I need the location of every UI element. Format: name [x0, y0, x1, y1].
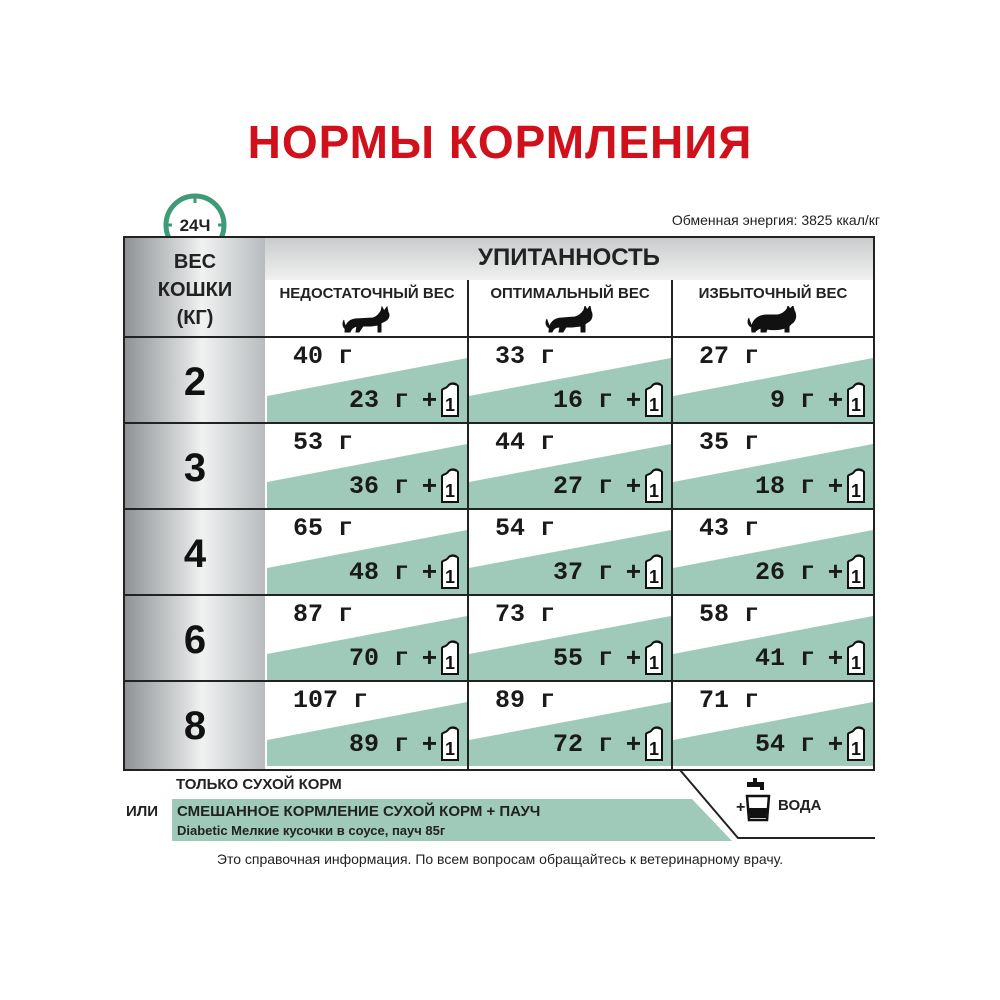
- body-condition-header: [265, 238, 873, 280]
- plus-sign: +: [421, 470, 437, 500]
- pouch-count: 1: [444, 653, 456, 673]
- mixed-dry-amount: 55 г: [552, 644, 613, 673]
- plus-sign: +: [827, 728, 843, 758]
- column-header-label: ИЗБЫТОЧНЫЙ ВЕС: [698, 285, 848, 302]
- dry-food-amount: 58 г: [699, 600, 760, 629]
- plus-sign: +: [625, 556, 641, 586]
- mixed-dry-amount: 72 г: [552, 730, 613, 759]
- dry-food-amount: 65 г: [293, 514, 354, 543]
- mixed-dry-amount: 41 г: [754, 644, 815, 673]
- legend-water: ВОДА: [778, 797, 822, 814]
- row-weight: 3: [183, 446, 207, 490]
- table-cell: [673, 424, 873, 510]
- pouch-icon: [439, 380, 461, 418]
- table-cell: [469, 338, 671, 424]
- pouch-count: 1: [648, 653, 660, 673]
- mixed-dry-amount: 9 г: [769, 386, 815, 415]
- mixed-dry-amount: 36 г: [348, 472, 409, 501]
- column-header-underweight: [267, 280, 467, 338]
- plus-sign: +: [421, 728, 437, 758]
- column-header-label: ОПТИМАЛЬНЫЙ ВЕС: [490, 285, 650, 302]
- plus-sign: +: [625, 728, 641, 758]
- page-title: НОРМЫ КОРМЛЕНИЯ: [247, 116, 753, 168]
- dry-food-amount: 71 г: [699, 686, 760, 715]
- feeding-table: [123, 236, 875, 771]
- plus-sign: +: [625, 642, 641, 672]
- pouch-count: 1: [850, 481, 862, 501]
- pouch-count: 1: [648, 739, 660, 759]
- dry-food-amount: 89 г: [495, 686, 556, 715]
- mixed-dry-amount: 70 г: [348, 644, 409, 673]
- table-cell: [267, 682, 467, 768]
- water-box: [678, 770, 875, 840]
- pouch-count: 1: [648, 567, 660, 587]
- mixed-dry-amount: 26 г: [754, 558, 815, 587]
- plus-sign: +: [827, 642, 843, 672]
- pouch-count: 1: [850, 653, 862, 673]
- pouch-count: 1: [850, 395, 862, 415]
- mixed-dry-amount: 48 г: [348, 558, 409, 587]
- pouch-count: 1: [444, 395, 456, 415]
- pouch-icon: [643, 638, 665, 676]
- legend-mixed-title: СМЕШАННОЕ КОРМЛЕНИЕ СУХОЙ КОРМ + ПАУЧ: [177, 803, 541, 820]
- table-cell: [673, 596, 873, 682]
- pouch-count: 1: [444, 739, 456, 759]
- table-row: [125, 338, 873, 424]
- plus-sign: +: [421, 556, 437, 586]
- plus-sign: +: [625, 470, 641, 500]
- plus-sign: +: [421, 384, 437, 414]
- pouch-count: 1: [648, 481, 660, 501]
- pouch-icon: [439, 466, 461, 504]
- table-row: [125, 510, 873, 596]
- pouch-icon: [439, 552, 461, 590]
- clock-label: 24Ч: [179, 216, 211, 235]
- plus-sign: +: [827, 470, 843, 500]
- plus-sign: +: [827, 384, 843, 414]
- table-row: [125, 682, 873, 768]
- table-cell: [267, 596, 467, 682]
- mixed-dry-amount: 27 г: [552, 472, 613, 501]
- pouch-count: 1: [444, 481, 456, 501]
- dry-food-amount: 53 г: [293, 428, 354, 457]
- table-row: [125, 596, 873, 682]
- pouch-count: 1: [850, 739, 862, 759]
- weight-header: [125, 248, 265, 332]
- row-weight: 6: [183, 618, 207, 662]
- plus-sign: +: [421, 642, 437, 672]
- mixed-dry-amount: 37 г: [552, 558, 613, 587]
- cat-normal-icon: [544, 306, 596, 334]
- water-plus: +: [736, 799, 746, 816]
- pouch-icon: [845, 466, 867, 504]
- table-cell: [673, 510, 873, 596]
- pouch-icon: [439, 724, 461, 762]
- legend-or: ИЛИ: [126, 803, 159, 820]
- dry-food-amount: 54 г: [495, 514, 556, 543]
- pouch-icon: [845, 724, 867, 762]
- table-cell: [673, 338, 873, 424]
- mixed-dry-amount: 16 г: [552, 386, 613, 415]
- row-weight: 2: [183, 360, 207, 404]
- dry-food-amount: 73 г: [495, 600, 556, 629]
- pouch-icon: [643, 552, 665, 590]
- dry-food-amount: 35 г: [699, 428, 760, 457]
- weight-header-line: КОШКИ: [157, 279, 233, 301]
- pouch-icon: [439, 638, 461, 676]
- mixed-dry-amount: 23 г: [348, 386, 409, 415]
- pouch-count: 1: [444, 567, 456, 587]
- table-cell: [673, 682, 873, 768]
- energy-info: Обменная энергия: 3825 ккал/кг: [671, 212, 880, 228]
- table-row: [125, 424, 873, 510]
- body-condition-label: УПИТАННОСТЬ: [478, 244, 660, 271]
- legend-mixed-product: Diabetic Мелкие кусочки в соусе, пауч 85г: [177, 823, 446, 838]
- pouch-icon: [643, 380, 665, 418]
- dry-food-amount: 40 г: [293, 342, 354, 371]
- column-header-overweight: [673, 280, 873, 338]
- dry-food-amount: 27 г: [699, 342, 760, 371]
- dry-food-amount: 33 г: [495, 342, 556, 371]
- dry-food-amount: 44 г: [495, 428, 556, 457]
- pouch-icon: [845, 638, 867, 676]
- cat-fat-icon: [747, 306, 799, 334]
- cat-thin-icon: [341, 306, 393, 334]
- dry-food-amount: 87 г: [293, 600, 354, 629]
- weight-header-line: ВЕС: [173, 251, 217, 273]
- row-weight: 8: [183, 704, 207, 748]
- weight-header-line: (КГ): [176, 307, 214, 329]
- table-cell: [469, 596, 671, 682]
- pouch-count: 1: [648, 395, 660, 415]
- pouch-icon: [643, 724, 665, 762]
- plus-sign: +: [827, 556, 843, 586]
- pouch-count: 1: [850, 567, 862, 587]
- dry-food-amount: 107 г: [293, 686, 369, 715]
- table-cell: [469, 682, 671, 768]
- column-header-label: НЕДОСТАТОЧНЫЙ ВЕС: [279, 285, 455, 302]
- mixed-dry-amount: 18 г: [754, 472, 815, 501]
- dry-food-amount: 43 г: [699, 514, 760, 543]
- legend-dry-only: ТОЛЬКО СУХОЙ КОРМ: [176, 776, 342, 793]
- disclaimer-note: Это справочная информация. По всем вопросам обращайтесь к ветеринарному врачу.: [216, 851, 784, 867]
- row-weight: 4: [183, 532, 207, 576]
- plus-sign: +: [625, 384, 641, 414]
- pouch-icon: [845, 552, 867, 590]
- table-cell: [267, 338, 467, 424]
- pouch-icon: [643, 466, 665, 504]
- mixed-dry-amount: 89 г: [348, 730, 409, 759]
- column-header-optimal: [469, 280, 671, 338]
- pouch-icon: [845, 380, 867, 418]
- table-cell: [469, 510, 671, 596]
- mixed-dry-amount: 54 г: [754, 730, 815, 759]
- table-cell: [267, 510, 467, 596]
- table-cell: [267, 424, 467, 510]
- water-tap-icon: [747, 778, 769, 820]
- table-cell: [469, 424, 671, 510]
